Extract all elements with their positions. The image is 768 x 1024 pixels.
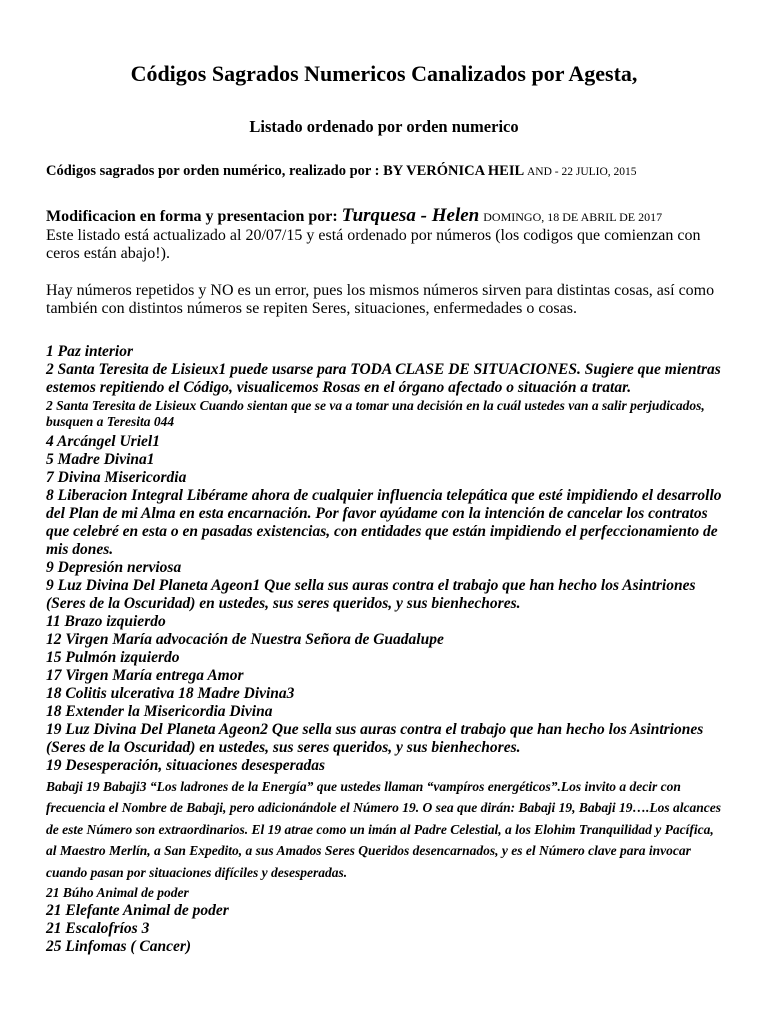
modification-author: Turquesa - Helen	[341, 205, 480, 226]
code-entry: 5 Madre Divina1	[46, 450, 155, 468]
code-entry: 18 Colitis ulcerativa 18 Madre Divina3	[46, 684, 295, 702]
code-entry: 8 Liberacion Integral Libérame ahora de cualquier influencia telepática que esté impidiendo el desarrollo del Plan de mi Alma en esta encarnación. Por favor ayúdame con la intención de cancelar los contratos que celebré en esta o en pasadas existencias, con entidades que están impidiendo el perfeccionamiento de mis dones.	[46, 486, 722, 558]
code-entry: 21 Elefante Animal de poder	[46, 902, 229, 919]
modification-lead: Modificacion en forma y presentacion por:	[46, 208, 338, 225]
modification-note: Este listado está actualizado al 20/07/15 y está ordenado por números (los codigos que comienzan con ceros están abajo!).	[46, 226, 701, 262]
code-entry: 15 Pulmón izquierdo	[46, 648, 180, 666]
code-entry: 1 Paz interior	[46, 342, 133, 360]
credit-text: Códigos sagrados por orden numérico, realizado por : BY VERÓNICA HEIL	[46, 163, 524, 179]
code-entry: 18 Extender la Misericordia Divina	[46, 702, 273, 720]
code-entry: 17 Virgen María entrega Amor	[46, 666, 244, 684]
modification-date: DOMINGO, 18 DE ABRIL DE 2017	[483, 210, 663, 224]
intro-paragraph: Hay números repetidos y NO es un error, pues los mismos números sirven para distintas cosas, así como también con distintos números se repiten Seres, situaciones, enfermedades o cosas.	[46, 281, 715, 317]
code-entry: 4 Arcángel Uriel1	[46, 432, 160, 450]
code-entry: 12 Virgen María advocación de Nuestra Señora de Guadalupe	[46, 630, 444, 648]
document-subtitle: Listado ordenado por orden numerico	[249, 117, 519, 136]
code-list	[46, 343, 722, 957]
code-entry: 25 Linfomas ( Cancer)	[46, 938, 192, 955]
modification-block	[46, 207, 722, 264]
code-entry: 2 Santa Teresita de Lisieux1 puede usarse para TODA CLASE DE SITUACIONES. Sugiere que mientras estemos repitiendo el Código, visualicemos Rosas en el órgano afectado o situación a tratar.	[46, 360, 721, 396]
code-entry: 21 Escalofríos 3	[46, 920, 150, 937]
code-entry: 19 Luz Divina Del Planeta Ageon2 Que sella sus auras contra el trabajo que han hecho los Asintriones (Seres de la Oscuridad) en ustedes, sus seres queridos, y sus bienhechores.	[46, 720, 704, 756]
code-entry: 9 Luz Divina Del Planeta Ageon1 Que sella sus auras contra el trabajo que han hecho los Asintriones (Seres de la Oscuridad) en ustedes, sus seres queridos, y sus bienhechores.	[46, 576, 696, 612]
code-entry: 2 Santa Teresita de Lisieux Cuando sientan que se va a tomar una decisión en la cuál ustedes van a salir perjudicados, busquen a Teresita 044	[46, 397, 705, 429]
code-entry: 19 Desesperación, situaciones desesperadas	[46, 756, 325, 774]
code-entry: 9 Depresión nerviosa	[46, 558, 182, 576]
code-entry: 7 Divina Misericordia	[46, 468, 187, 486]
document-title: Códigos Sagrados Numericos Canalizados por Agesta,	[130, 61, 638, 86]
code-entry: 11 Brazo izquierdo	[46, 612, 166, 630]
credit-line	[46, 163, 722, 180]
credit-date: AND - 22 JULIO, 2015	[526, 166, 637, 178]
code-entry: 21 Búho Animal de poder	[46, 885, 189, 900]
code-entry: Babaji 19 Babaji3 “Los ladrones de la Energía” que ustedes llaman “vampíros energéticos”.Los invito a decir con frecuencia el Nombre de Babaji, pero adicionándole el Número 19. O sea que dirán: Babaji 19, Babaji 19….Los alcances de este Número son extraordinarios. El 19 atrae como un imán al Padre Celestial, a los Elohim Tranquilidad y Pacífica, al Maestro Merlín, a San Expedito, a sus Amados Seres Queridos desencarnados, y es el Número clave para invocar cuando pasan por situaciones difíciles y desesperadas.	[46, 778, 721, 880]
